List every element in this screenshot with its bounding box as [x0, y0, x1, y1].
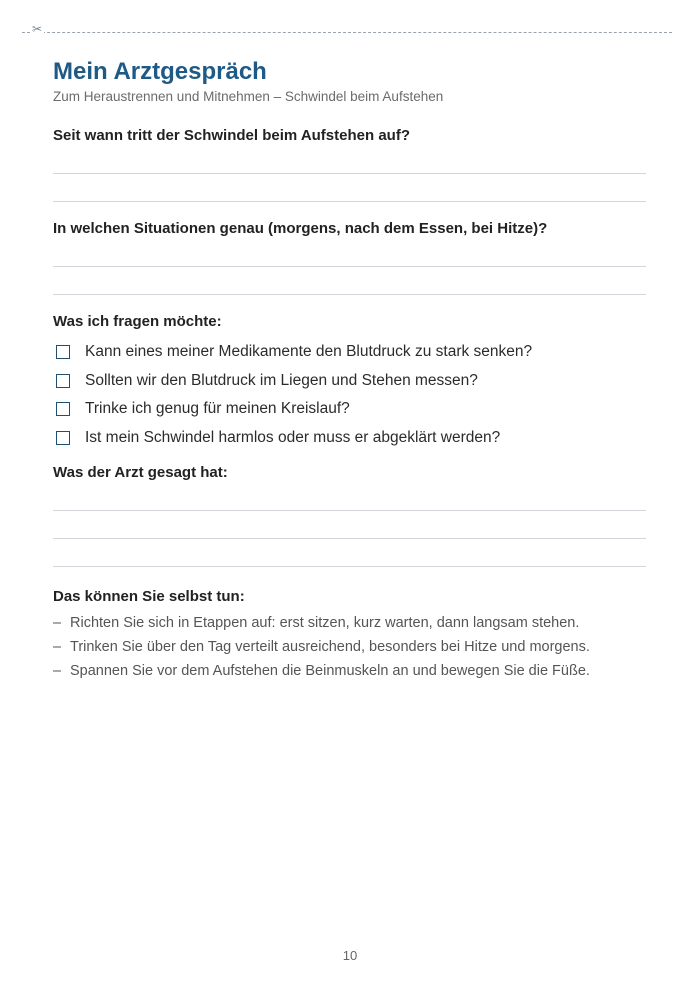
handout-content	[53, 57, 646, 683]
answer-line[interactable]	[53, 539, 646, 567]
checklist-item-label: Kann eines meiner Medikamente den Blutdruck zu stark senken?	[85, 343, 533, 361]
tip-text: Spannen Sie vor dem Aufstehen die Beinmuskeln an und bewegen Sie die Füße.	[70, 663, 590, 679]
answer-lines-since-when	[53, 146, 646, 202]
checklist-item-label: Sollten wir den Blutdruck im Liegen und Stehen messen?	[85, 371, 478, 389]
tip-dash: –	[53, 663, 62, 679]
checkbox[interactable]	[56, 402, 70, 416]
checklist-item	[53, 424, 646, 453]
checklist-item-label: Ist mein Schwindel harmlos oder muss er abgeklärt werden?	[85, 428, 501, 446]
checklist-item	[53, 395, 646, 424]
page-subtitle: Zum Heraustrennen und Mitnehmen – Schwindel beim Aufstehen	[53, 89, 444, 104]
cut-line	[22, 32, 672, 33]
doctor-section-label: Was der Arzt gesagt hat:	[53, 464, 228, 481]
tip-item	[53, 659, 646, 683]
answer-line[interactable]	[53, 239, 646, 267]
checklist-item	[53, 367, 646, 396]
answer-line[interactable]	[53, 146, 646, 174]
question-situations: In welchen Situationen genau (morgens, nach dem Essen, bei Hitze)?	[53, 220, 548, 237]
tip-item	[53, 611, 646, 635]
answer-line[interactable]	[53, 511, 646, 539]
checkbox[interactable]	[56, 431, 70, 445]
answer-line[interactable]	[53, 267, 646, 295]
checklist-item	[53, 338, 646, 367]
question-since-when: Seit wann tritt der Schwindel beim Aufstehen auf?	[53, 127, 410, 144]
checklist-item-label: Trinke ich genug für meinen Kreislauf?	[85, 400, 350, 418]
checkbox[interactable]	[56, 345, 70, 359]
checkbox[interactable]	[56, 374, 70, 388]
tip-text: Trinken Sie über den Tag verteilt ausreichend, besonders bei Hitze und morgens.	[70, 639, 590, 655]
ask-section-label: Was ich fragen möchte:	[53, 313, 222, 330]
tips-section-label: Das können Sie selbst tun:	[53, 588, 245, 605]
question-checklist	[53, 338, 646, 452]
tip-text: Richten Sie sich in Etappen auf: erst sitzen, kurz warten, dann langsam stehen.	[70, 615, 580, 631]
tip-dash: –	[53, 615, 62, 631]
answer-line[interactable]	[53, 483, 646, 511]
page-number: 10	[342, 948, 358, 963]
tip-item	[53, 635, 646, 659]
answer-lines-situations	[53, 239, 646, 295]
answer-lines-doctor	[53, 483, 646, 567]
page-title: Mein Arztgespräch	[53, 58, 267, 85]
tip-dash: –	[53, 639, 62, 655]
tips-list	[53, 611, 646, 683]
answer-line[interactable]	[53, 174, 646, 202]
scissors-icon: ✂	[32, 22, 43, 36]
